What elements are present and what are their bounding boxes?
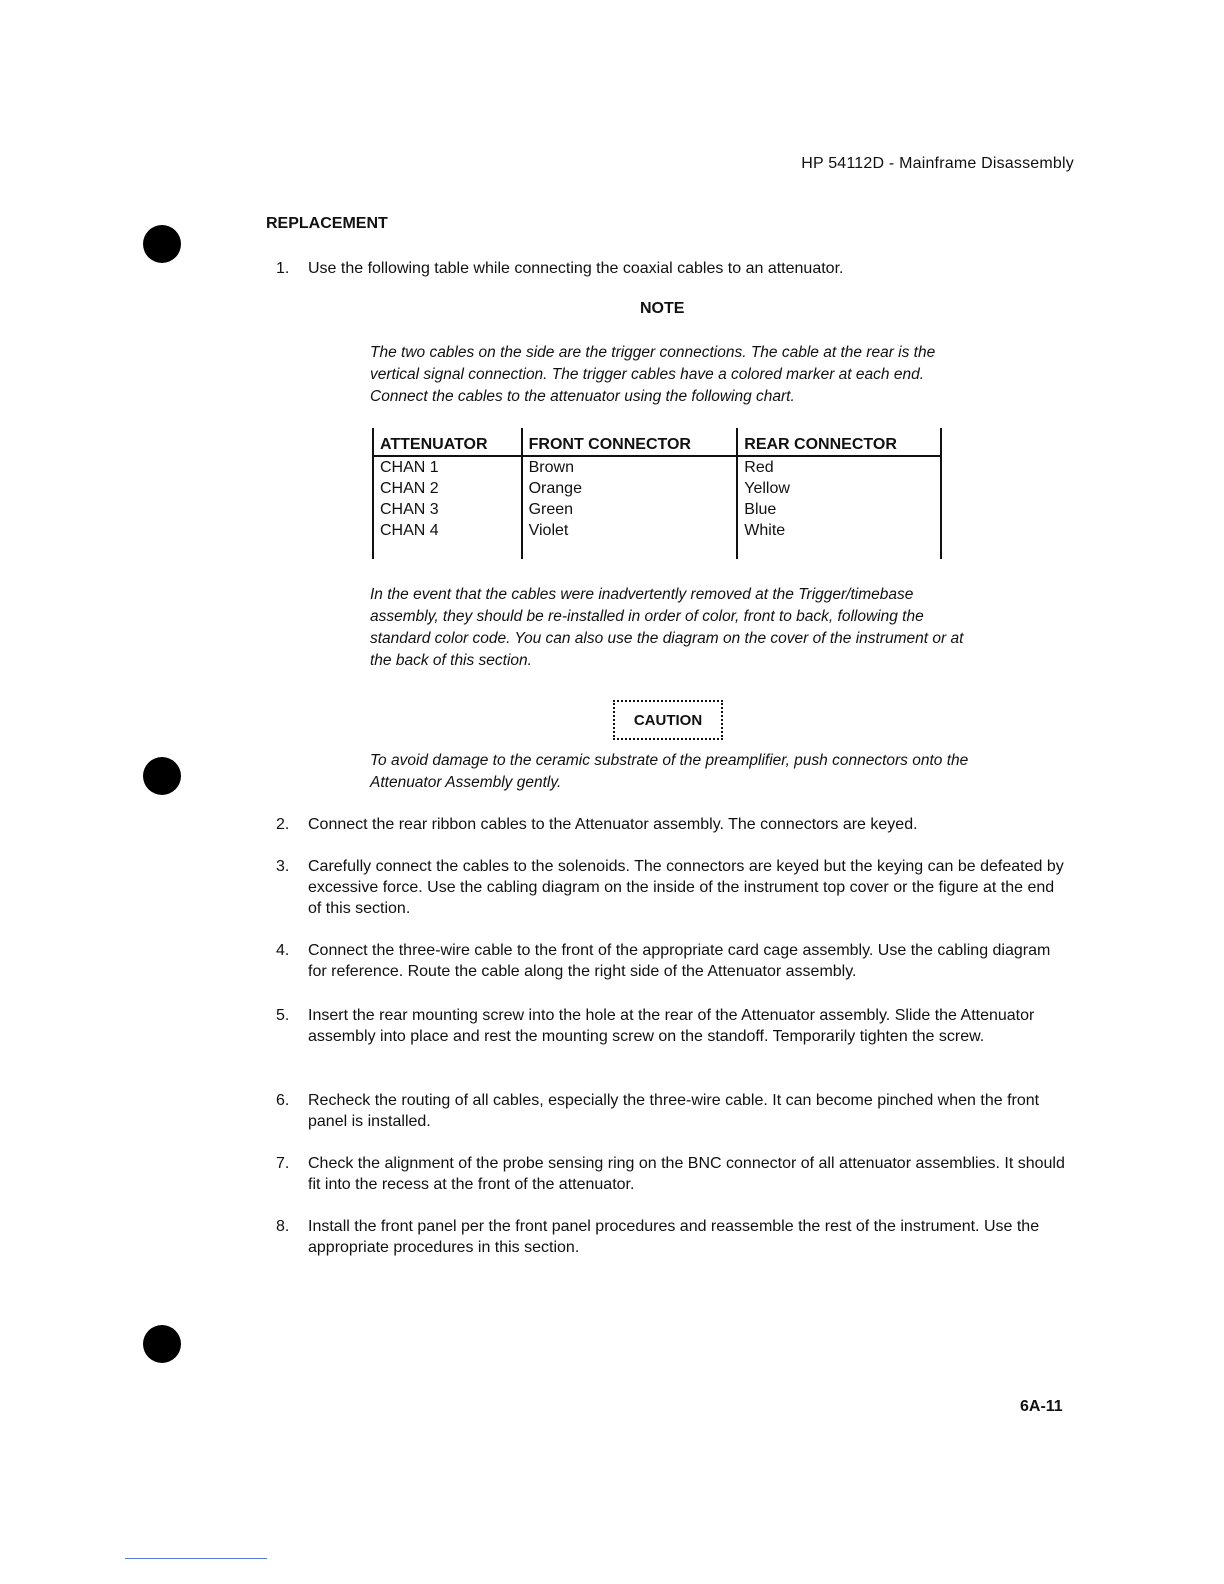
step-4 [276,940,1066,982]
table-row [373,520,941,541]
step-5 [276,1005,1066,1047]
step-text: Install the front panel per the front panel procedures and reassemble the rest of the instrument. Use the appropriate procedures in this section. [308,1218,1040,1256]
table-header-cell: FRONT CONNECTOR [522,428,738,456]
step-text: Check the alignment of the probe sensing ring on the BNC connector of all attenuator assemblies. It should fit into the recess at the front of the attenuator. [308,1155,1065,1193]
table-spacer-row [373,541,941,559]
note-text: The two cables on the side are the trigger connections. The cable at the rear is the vertical signal connection. The trigger cables have a colored marker at each end. Connect the cables to the attenuator using the following chart. [370,344,936,405]
table-header-cell: REAR CONNECTOR [737,428,941,456]
table-header-cell: ATTENUATOR [373,428,522,456]
binder-hole-middle [143,757,181,795]
table-cell: Blue [737,499,941,520]
step-text: Insert the rear mounting screw into the hole at the rear of the Attenuator assembly. Slide the Attenuator assembly into place and rest the mounting screw on the standoff. Temporarily tighten the screw. [308,1007,1035,1045]
table-cell: CHAN 2 [373,478,522,499]
table-cell: CHAN 3 [373,499,522,520]
table-cell: Violet [522,520,738,541]
step-number: 6. [276,1092,290,1109]
table-cell: CHAN 4 [373,520,522,541]
step-number: 2. [276,816,290,833]
table-cell: CHAN 1 [373,456,522,478]
step-6 [276,1090,1066,1132]
table-cell: Green [522,499,738,520]
step-text: Carefully connect the cables to the solenoids. The connectors are keyed but the keying can be defeated by excessive force. Use the cabling diagram on the inside of the instrument top cover or the figure at the end of this section. [308,858,1064,917]
step-text: Connect the rear ribbon cables to the Attenuator assembly. The connectors are keyed. [308,816,918,833]
table-cell: White [737,520,941,541]
step-number: 1. [276,260,290,277]
table-cell: Orange [522,478,738,499]
step-3 [276,856,1066,919]
step-text: Connect the three-wire cable to the front of the appropriate card cage assembly. Use the cabling diagram for reference. Route the cable along the right side of the Attenuator assembly. [308,942,1051,980]
reinstall-note: In the event that the cables were inadvertently removed at the Trigger/timebase assembly, they should be re-installed in order of color, front to back, following the standard color code. You can also use the diagram on the cover of the instrument or at the back of this section. [370,586,964,669]
note-title: NOTE [640,300,685,317]
step-7 [276,1153,1066,1195]
page-number: 6A-11 [1020,1398,1063,1415]
step-8 [276,1216,1066,1258]
table-row [373,499,941,520]
footer-divider [125,1558,267,1559]
table-row [373,478,941,499]
step-text: Use the following table while connecting the coaxial cables to an attenuator. [308,260,844,277]
step-number: 4. [276,942,290,959]
binder-hole-top [143,225,181,263]
step-number: 8. [276,1218,290,1235]
step-number: 3. [276,858,290,875]
cable-connection-table [372,428,942,559]
table-row [373,456,941,478]
table-cell: Red [737,456,941,478]
step-number: 7. [276,1155,290,1172]
table-cell: Brown [522,456,738,478]
caution-text: To avoid damage to the ceramic substrate of the preamplifier, push connectors onto the Attenuator Assembly gently. [370,752,969,791]
table-header-row [373,428,941,456]
caution-label: CAUTION [613,700,723,740]
section-title: REPLACEMENT [266,215,388,232]
step-1 [276,258,1066,279]
binder-hole-bottom [143,1325,181,1363]
step-2 [276,814,1066,835]
step-text: Recheck the routing of all cables, especially the three-wire cable. It can become pinched when the front panel is installed. [308,1092,1040,1130]
step-number: 5. [276,1007,290,1024]
page-header: HP 54112D - Mainframe Disassembly [801,155,1074,172]
table-cell: Yellow [737,478,941,499]
